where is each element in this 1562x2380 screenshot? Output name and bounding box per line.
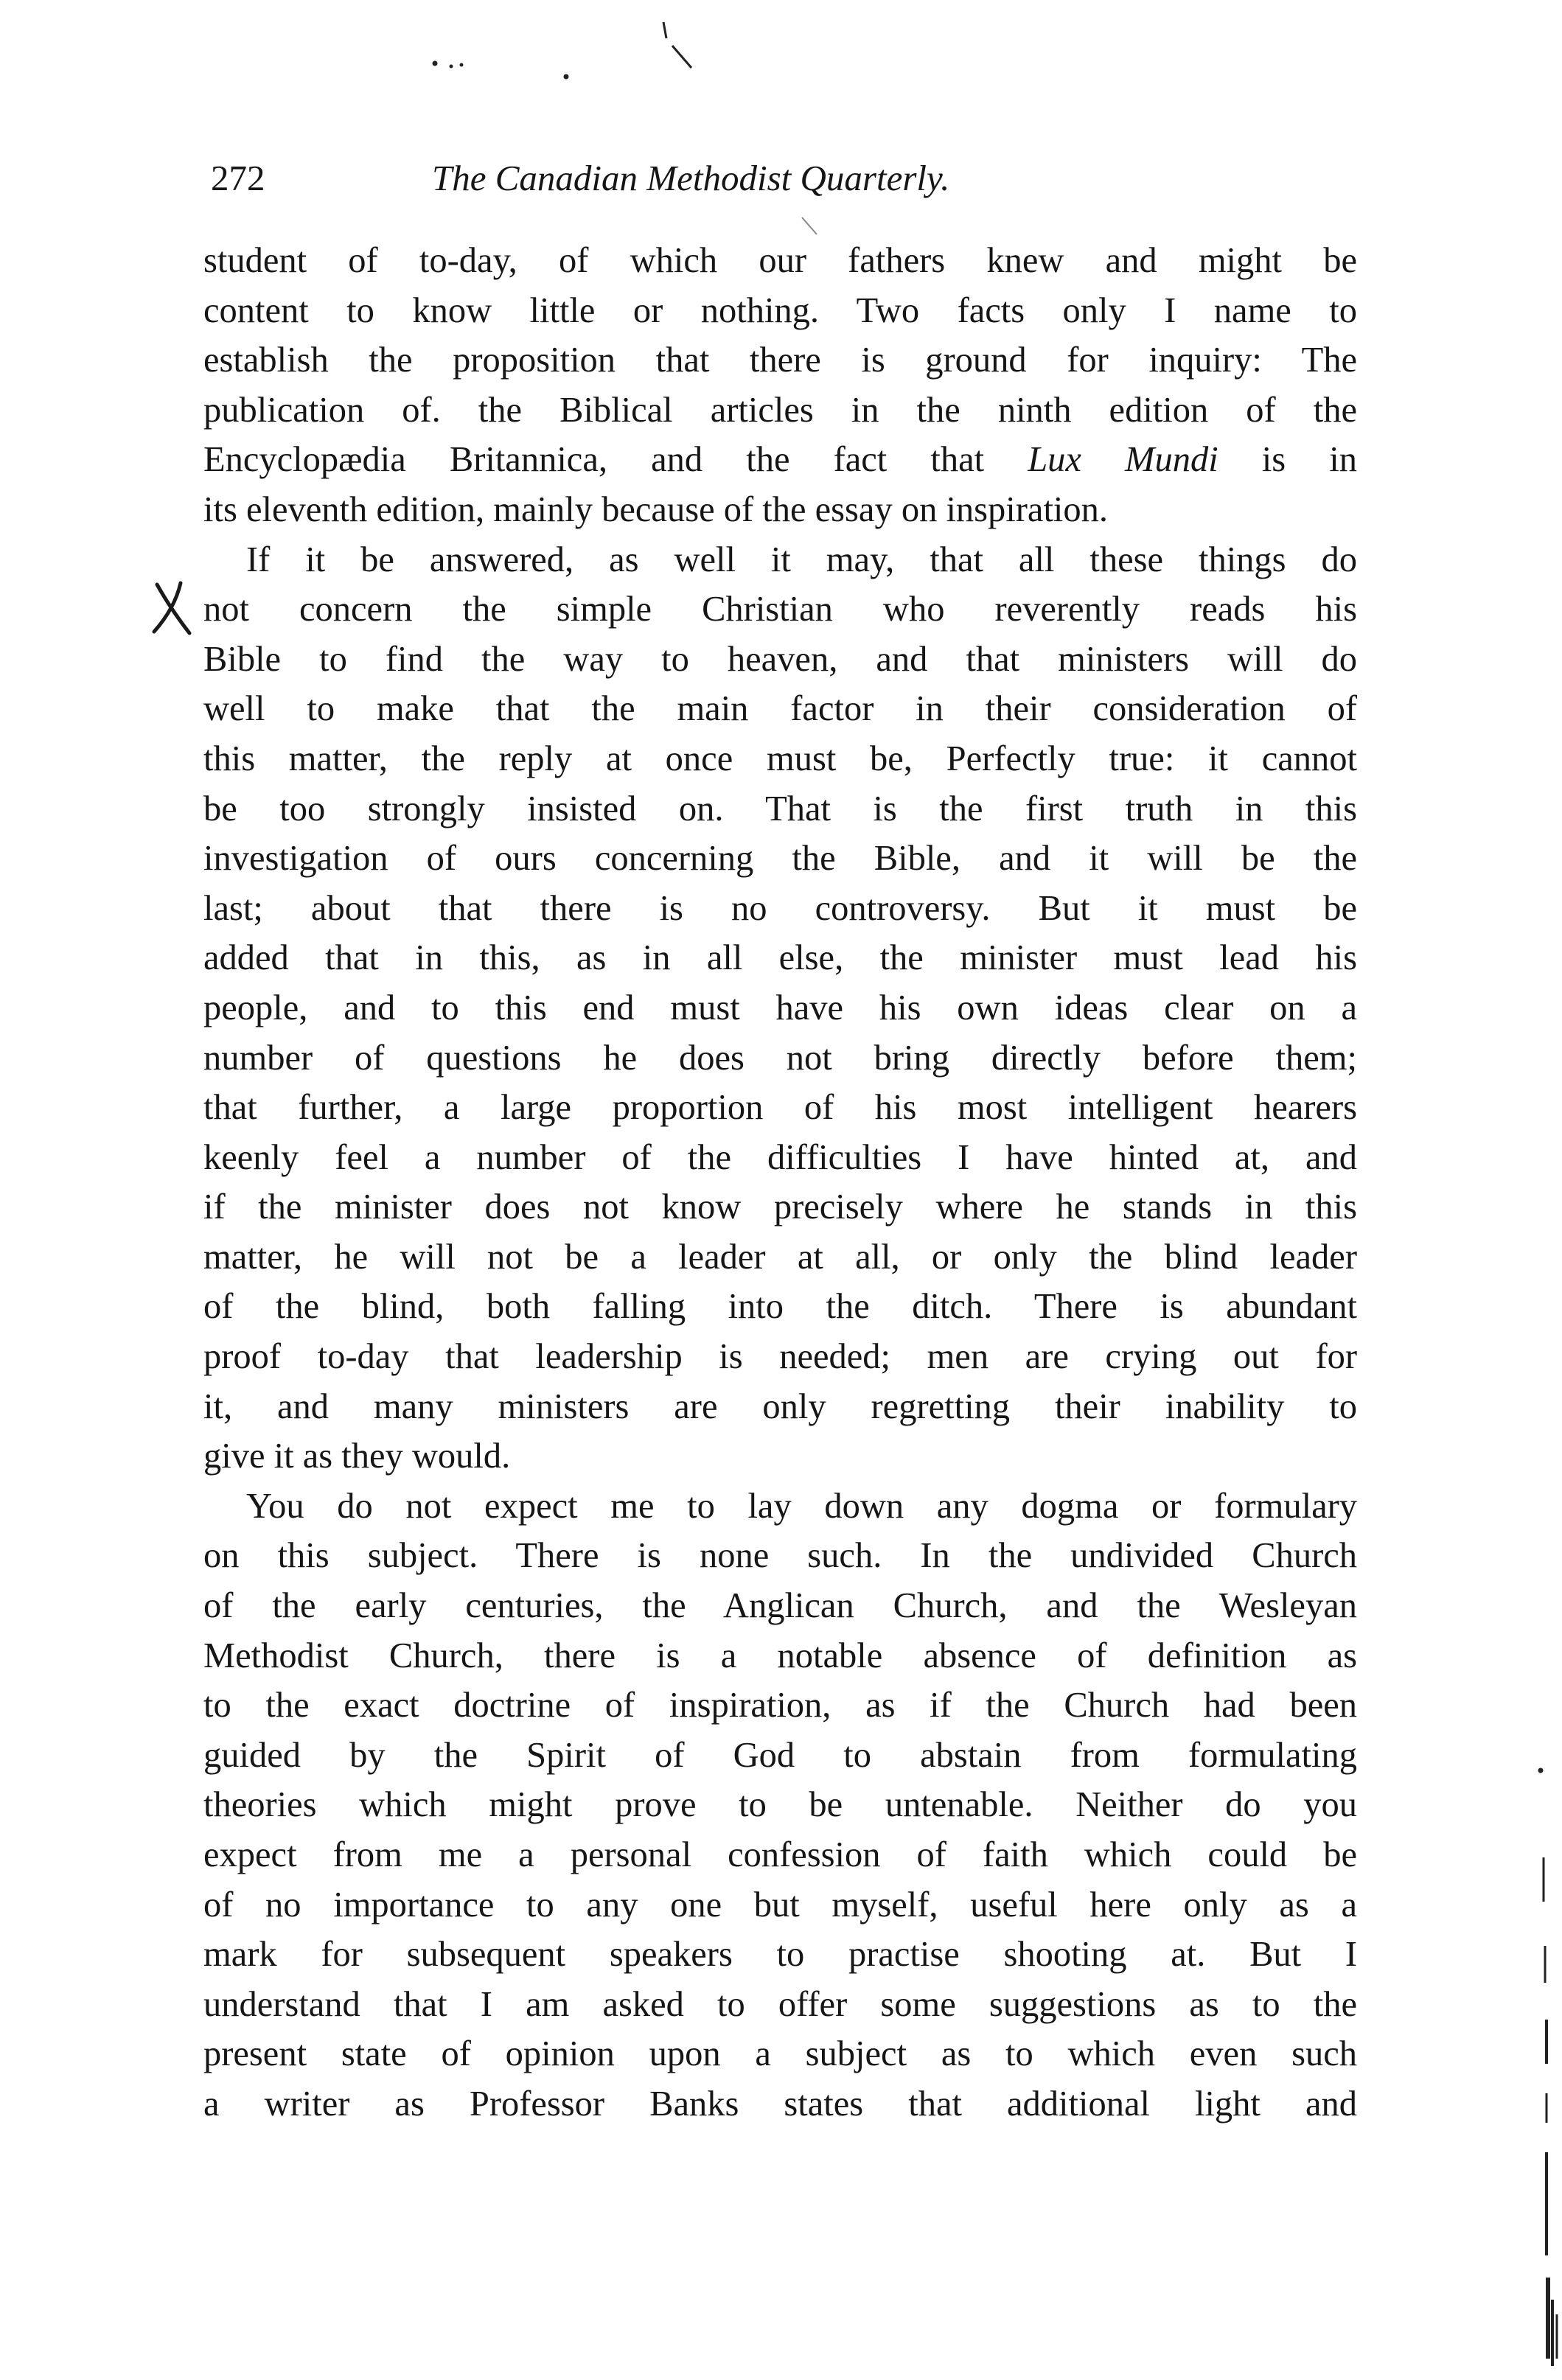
text-segment: You do not expect me to lay down any dogma or formulary: [246, 1486, 1357, 1526]
text-line: [203, 1382, 1357, 1432]
text-line: [203, 2029, 1357, 2079]
text-line: [203, 1980, 1357, 2030]
text-line: [203, 884, 1357, 934]
text-segment: proof to-day that leadership is needed; men are crying out for: [203, 1337, 1357, 1377]
text-line: [203, 1531, 1357, 1581]
text-segment: of the blind, both falling into the ditch. There is abundant: [203, 1287, 1357, 1327]
text-line: [203, 1282, 1357, 1332]
text-segment: be too strongly insisted on. That is the first truth in this: [203, 789, 1357, 828]
text-line: [203, 1731, 1357, 1781]
text-segment: its eleventh edition, mainly because of the essay on inspiration.: [203, 489, 1109, 529]
text-segment: number of questions he does not bring directly before them;: [203, 1038, 1357, 1078]
text-segment: a writer as Professor Banks states that additional light and: [203, 2084, 1357, 2123]
text-segment: of the early centuries, the Anglican Church, and the Wesleyan: [203, 1586, 1357, 1626]
page-number: 272: [211, 158, 265, 198]
text-segment: understand that I am asked to offer some suggestions as to the: [203, 1984, 1357, 2024]
text-segment: added that in this, as in all else, the minister must lead his: [203, 938, 1357, 978]
text-line: [203, 584, 1357, 635]
text-segment: expect from me a personal confession of faith which could be: [203, 1835, 1357, 1874]
running-title: The Canadian Methodist Quarterly.: [432, 158, 950, 198]
text-segment: of no importance to any one but myself, useful here only as a: [203, 1885, 1357, 1924]
text-segment: it, and many ministers are only regretting their inability to: [203, 1386, 1357, 1426]
text-segment: if the minister does not know precisely where he stands in this: [203, 1187, 1357, 1227]
text-line: [203, 834, 1357, 884]
text-segment: last; about that there is no controversy. But it must be: [203, 888, 1357, 928]
text-line: [203, 1482, 1357, 1532]
text-segment: present state of opinion upon a subject as to which even such: [203, 2034, 1357, 2074]
text-segment: theories which might prove to be untenable. Neither do you: [203, 1785, 1357, 1825]
text-line: [203, 933, 1357, 983]
text-line: [203, 2079, 1357, 2129]
text-line: [203, 1431, 1357, 1482]
text-line: [203, 335, 1357, 385]
text-segment: Encyclopædia Britannica, and the fact that: [203, 440, 1028, 480]
text-line: [203, 385, 1357, 436]
text-segment: mark for subsequent speakers to practise shooting at. But I: [203, 1935, 1357, 1975]
text-line: [203, 983, 1357, 1033]
text-segment: content to know little or nothing. Two facts only I name to: [203, 290, 1357, 330]
text-segment: that further, a large proportion of his most intelligent hearers: [203, 1088, 1357, 1128]
text-line: [203, 1880, 1357, 1930]
text-line: [203, 1182, 1357, 1232]
text-line: [203, 1830, 1357, 1880]
text-segment: well to make that the main factor in their consideration of: [203, 689, 1357, 729]
text-segment: keenly feel a number of the difficulties I have hinted at, and: [203, 1137, 1357, 1177]
body-text: [203, 236, 1357, 2129]
text-segment: this matter, the reply at once must be, Perfectly true: it cannot: [203, 739, 1357, 778]
text-line: [203, 1332, 1357, 1382]
text-line: [203, 1681, 1357, 1731]
text-line: [203, 1780, 1357, 1830]
text-segment: If it be answered, as well it may, that all these things do: [246, 540, 1357, 579]
text-line: [203, 1232, 1357, 1283]
text-line: [203, 1581, 1357, 1631]
text-line: [203, 784, 1357, 834]
text-segment: is in: [1218, 440, 1357, 480]
text-segment: Methodist Church, there is a notable absence of definition as: [203, 1636, 1357, 1675]
page-header: [211, 149, 1361, 208]
text-line: [203, 635, 1357, 685]
text-line: [203, 535, 1357, 585]
text-line: [203, 684, 1357, 734]
text-line: [203, 1083, 1357, 1133]
text-segment: guided by the Spirit of God to abstain from formulating: [203, 1735, 1357, 1775]
text-line: [203, 1631, 1357, 1681]
text-segment: investigation of ours concerning the Bible, and it will be the: [203, 839, 1357, 879]
text-line: [203, 1133, 1357, 1183]
text-segment: Bible to find the way to heaven, and that ministers will do: [203, 639, 1357, 679]
text-segment: publication of. the Biblical articles in the ninth edition of the: [203, 390, 1357, 430]
text-line: [203, 435, 1357, 485]
text-line: [203, 734, 1357, 784]
text-line: [203, 236, 1357, 286]
text-segment: establish the proposition that there is ground for inquiry: The: [203, 341, 1357, 380]
text-segment: matter, he will not be a leader at all, or only the blind leader: [203, 1237, 1357, 1277]
text-segment: people, and to this end must have his own ideas clear on a: [203, 988, 1357, 1027]
text-segment: student of to-day, of which our fathers knew and might be: [203, 241, 1357, 280]
text-line: [203, 485, 1357, 535]
text-segment: to the exact doctrine of inspiration, as if the Church had been: [203, 1686, 1357, 1725]
text-segment: on this subject. There is none such. In the undivided Church: [203, 1536, 1357, 1576]
text-line: [203, 1930, 1357, 1980]
text-line: [203, 286, 1357, 336]
italic-title: Lux Mundi: [1028, 440, 1218, 480]
text-segment: not concern the simple Christian who reverently reads his: [203, 590, 1357, 629]
text-segment: give it as they would.: [203, 1437, 511, 1476]
text-line: [203, 1033, 1357, 1083]
handwritten-x-mark-icon: [151, 580, 192, 636]
